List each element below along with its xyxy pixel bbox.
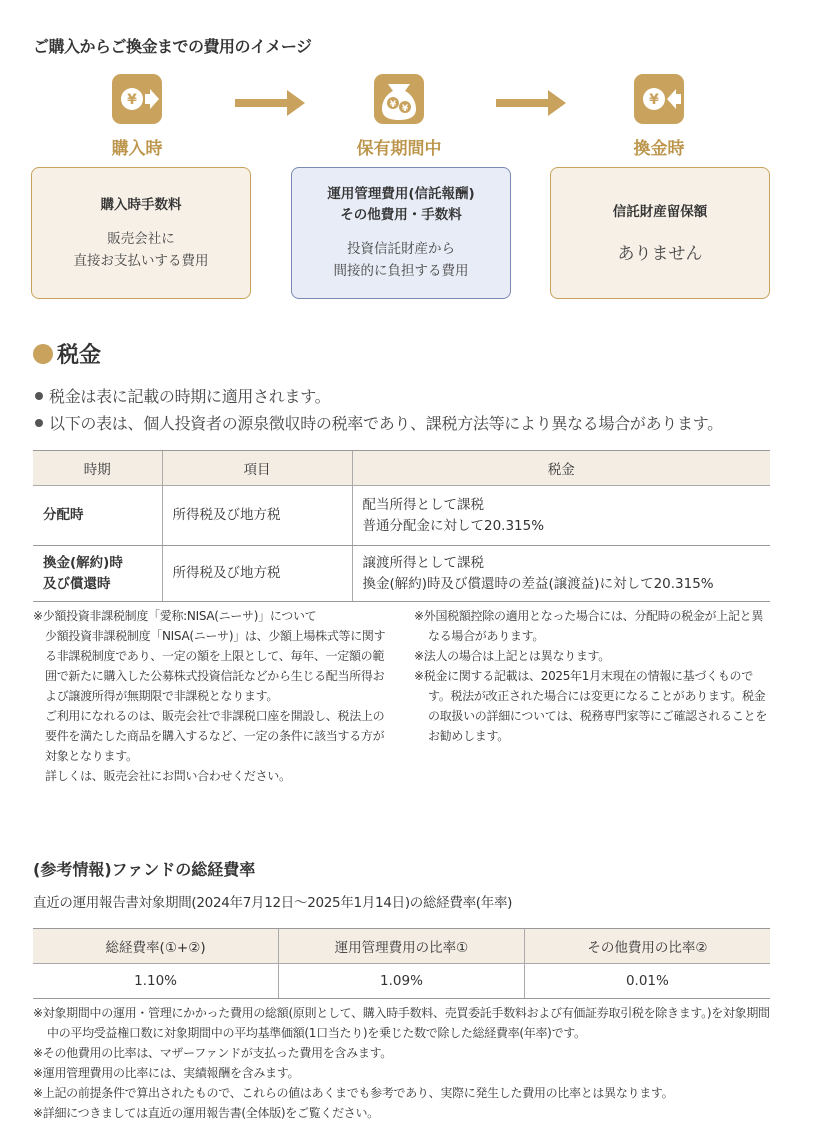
note-text: ※運用管理費用の比率には、実績報酬を含みます。 [33,1066,300,1080]
tax-bullet [35,411,723,434]
flow-arrow-icon [235,88,307,118]
reference-heading: (参考情報)ファンドの総経費率 [33,860,256,879]
cost-box-title: 運用管理費用(信託報酬) その他費用・手数料 [327,186,475,223]
table-header: 項目 [162,451,352,486]
table-row [33,964,770,999]
note-text: 少額投資非課税制度「NISA(ニーサ)」は、少額上場株式等に関する非課税制度であり、一定の額を上限として、毎年、一定額の範囲で新たに購入した公募株式投資信託などから生じる配当所得および譲渡所得が無期限で非課税となります。 [45,629,386,703]
flow-arrow-icon [496,88,568,118]
bullet-icon [35,419,43,427]
table-header: 総経費率(①+②) [33,929,279,964]
cost-box-redemption [550,167,770,299]
svg-text:¥: ¥ [401,104,409,114]
tax-bullet-text: 以下の表は、個人投資者の源泉徴収時の税率であり、課税方法等により異なる場合があります。 [49,414,723,433]
stage-label-purchase: 購入時 [111,139,163,159]
tax-line: 譲渡所得として課税 [362,554,484,571]
cost-box-holding [291,167,511,299]
bullet-dot-icon [33,344,53,364]
table-cell: 1.09% [279,964,525,999]
table-header: その他費用の比率② [524,929,770,964]
note-title: ※少額投資非課税制度「愛称:NISA(ニーサ)」について [33,609,317,623]
cost-box-purchase [31,167,251,299]
reference-notes [33,1003,778,1123]
table-row [33,486,770,546]
money-bag-icon [374,74,424,124]
table-header-row [33,929,770,964]
expense-ratio-table [33,928,770,999]
table-header: 運用管理費用の比率① [279,929,525,964]
svg-text:¥: ¥ [127,92,137,108]
table-cell: 1.10% [33,964,279,999]
tax-title: 税金 [57,343,102,368]
cost-box-title: 信託財産留保額 [612,203,708,220]
tax-line: 換金(解約)時及び償還時の差益(譲渡益)に対して20.315% [362,575,714,592]
reference-subtitle: 直近の運用報告書対象期間(2024年7月12日〜2025年1月14日)の総経費率(年率) [33,895,513,911]
yen-out-icon [634,74,684,124]
tax-notes [414,606,772,746]
stage-label-holding: 保有期間中 [356,139,442,159]
table-header-row [33,451,770,486]
table-cell-tax [352,546,770,602]
cost-box-desc: 投資信託財産から 間接的に負担する費用 [333,241,469,279]
table-cell-timing: 分配時 [33,486,162,546]
bullet-icon [35,392,43,400]
note-text: ※詳細につきましては直近の運用報告書(全体版)をご覧ください。 [33,1106,379,1120]
note-text: ※上記の前提条件で算出されたもので、これらの値はあくまでも参考であり、実際に発生した費用の比率とは異なります。 [33,1086,674,1100]
tax-line: 普通分配金に対して20.315% [362,517,545,534]
note-text: ※外国税額控除の適用となった場合には、分配時の税金が上記と異なる場合があります。 [414,609,764,643]
tax-bullet [35,384,330,407]
note-text: ※対象期間中の運用・管理にかかった費用の総額(原則として、購入時手数料、売買委託手数料および有価証券取引税を除きます。)を対象期間中の平均受益権口数に対象期間中の平均基準価額(1口当たり)を乗じた数で除した総経費率(年率)です。 [33,1006,770,1040]
cost-box-title: 購入時手数料 [100,196,182,213]
note-text: ※税金に関する記載は、2025年1月末現在の情報に基づくものです。税法が改正された場合には変更になることがあります。税金の取扱いの詳細については、税務専門家等にご確認されることをお勧めします。 [414,669,768,743]
table-header: 税金 [352,451,770,486]
note-text: ※その他費用の比率は、マザーファンドが支払った費用を含みます。 [33,1046,392,1060]
yen-in-icon [112,74,162,124]
table-header: 時期 [33,451,162,486]
nisa-notes [33,606,393,786]
tax-heading [33,338,101,369]
table-row [33,546,770,602]
svg-text:¥: ¥ [389,100,397,110]
svg-text:¥: ¥ [649,92,659,108]
cost-box-desc: 販売会社に 直接お支払いする費用 [73,230,209,269]
note-text: 詳しくは、販売会社にお問い合わせください。 [45,769,291,783]
table-cell-timing: 換金(解約)時 及び償還時 [33,546,162,602]
table-cell-item: 所得税及び地方税 [162,486,352,546]
note-text: ご利用になれるのは、販売会社で非課税口座を開設し、税法上の要件を満たした商品を購入するなど、一定の条件に該当する方が対象となります。 [45,709,385,763]
table-cell-item: 所得税及び地方税 [162,546,352,602]
table-cell-tax [352,486,770,546]
note-text: ※法人の場合は上記とは異なります。 [414,649,610,663]
cost-box-desc: ありません [617,243,703,264]
tax-bullet-text: 税金は表に記載の時期に適用されます。 [49,387,331,406]
tax-table [33,450,770,602]
tax-line: 配当所得として課税 [362,496,484,513]
table-cell: 0.01% [524,964,770,999]
stage-label-redemption: 換金時 [633,139,685,159]
page-heading: ご購入からご換金までの費用のイメージ [33,37,312,56]
